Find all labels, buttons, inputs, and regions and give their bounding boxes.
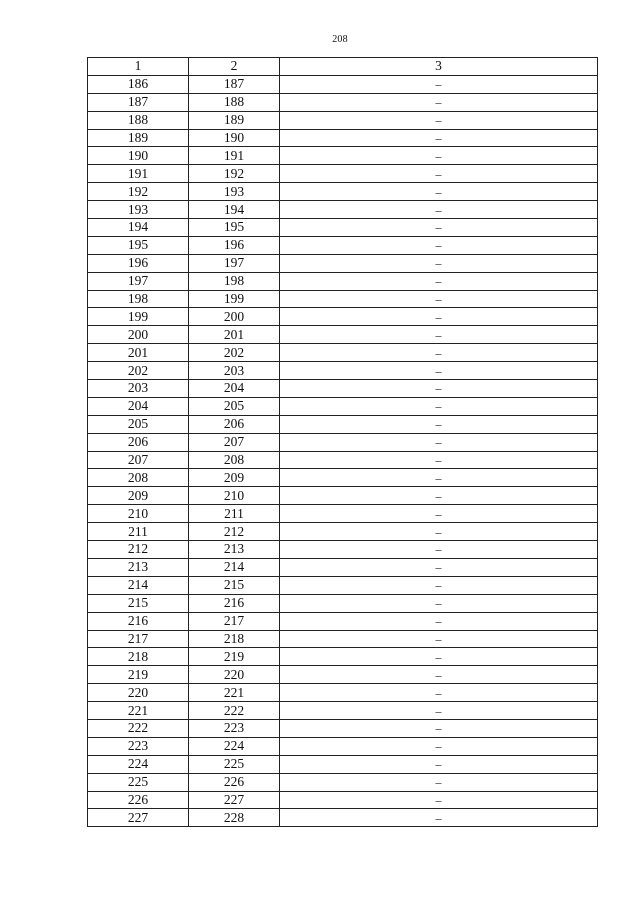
table-cell-col-2: 190 — [189, 129, 280, 147]
table-cell-col-3: – — [280, 272, 598, 290]
table-cell-col-1: 190 — [88, 147, 189, 165]
table-row — [88, 702, 598, 720]
table-row — [88, 648, 598, 666]
table-cell-col-2: 228 — [189, 809, 280, 827]
table-cell-col-1: 188 — [88, 111, 189, 129]
table-cell-col-3: – — [280, 505, 598, 523]
table-cell-col-3: – — [280, 684, 598, 702]
table-cell-col-1: 199 — [88, 308, 189, 326]
table-cell-col-2: 192 — [189, 165, 280, 183]
table-cell-col-2: 199 — [189, 290, 280, 308]
table-cell-col-3: – — [280, 129, 598, 147]
column-header-2: 2 — [189, 58, 280, 76]
table-cell-col-1: 187 — [88, 93, 189, 111]
table-cell-col-3: – — [280, 290, 598, 308]
table-cell-col-3: – — [280, 415, 598, 433]
table-cell-col-1: 189 — [88, 129, 189, 147]
table-cell-col-1: 195 — [88, 236, 189, 254]
table-cell-col-1: 226 — [88, 791, 189, 809]
table-cell-col-2: 212 — [189, 523, 280, 541]
table-cell-col-2: 200 — [189, 308, 280, 326]
column-header-1: 1 — [88, 58, 189, 76]
table-cell-col-3: – — [280, 630, 598, 648]
table-cell-col-3: – — [280, 201, 598, 219]
table-row — [88, 183, 598, 201]
table-row — [88, 201, 598, 219]
table-cell-col-2: 196 — [189, 236, 280, 254]
table-cell-col-2: 219 — [189, 648, 280, 666]
table-row — [88, 308, 598, 326]
table-cell-col-3: – — [280, 773, 598, 791]
table-row — [88, 433, 598, 451]
table-cell-col-3: – — [280, 487, 598, 505]
table-cell-col-3: – — [280, 433, 598, 451]
table-cell-col-2: 217 — [189, 612, 280, 630]
table-cell-col-1: 215 — [88, 594, 189, 612]
table-cell-col-3: – — [280, 719, 598, 737]
table-cell-col-2: 211 — [189, 505, 280, 523]
table-row — [88, 469, 598, 487]
table-cell-col-3: – — [280, 236, 598, 254]
table-cell-col-3: – — [280, 702, 598, 720]
table-cell-col-1: 191 — [88, 165, 189, 183]
table-row — [88, 236, 598, 254]
table-cell-col-1: 223 — [88, 737, 189, 755]
table-cell-col-1: 222 — [88, 719, 189, 737]
table-row — [88, 326, 598, 344]
table-cell-col-3: – — [280, 326, 598, 344]
table-row — [88, 630, 598, 648]
table-row — [88, 362, 598, 380]
table-cell-col-1: 220 — [88, 684, 189, 702]
table-row — [88, 737, 598, 755]
table-cell-col-1: 202 — [88, 362, 189, 380]
table-cell-col-1: 221 — [88, 702, 189, 720]
table-cell-col-2: 214 — [189, 558, 280, 576]
table-row — [88, 719, 598, 737]
table-cell-col-3: – — [280, 809, 598, 827]
table-row — [88, 451, 598, 469]
table-row — [88, 755, 598, 773]
table-cell-col-1: 197 — [88, 272, 189, 290]
table-row — [88, 254, 598, 272]
table-cell-col-1: 225 — [88, 773, 189, 791]
table-row — [88, 773, 598, 791]
table-cell-col-1: 198 — [88, 290, 189, 308]
table-cell-col-1: 210 — [88, 505, 189, 523]
table-cell-col-2: 215 — [189, 576, 280, 594]
table-cell-col-3: – — [280, 666, 598, 684]
table-row — [88, 75, 598, 93]
table-cell-col-3: – — [280, 344, 598, 362]
table-row — [88, 111, 598, 129]
table-cell-col-2: 207 — [189, 433, 280, 451]
table-cell-col-3: – — [280, 594, 598, 612]
table-row — [88, 129, 598, 147]
table-cell-col-1: 203 — [88, 380, 189, 398]
table-row — [88, 147, 598, 165]
table-row — [88, 93, 598, 111]
table-cell-col-2: 195 — [189, 219, 280, 237]
table-row — [88, 791, 598, 809]
table-cell-col-1: 194 — [88, 219, 189, 237]
table-cell-col-1: 205 — [88, 415, 189, 433]
table-cell-col-1: 206 — [88, 433, 189, 451]
table-row — [88, 523, 598, 541]
table-cell-col-2: 194 — [189, 201, 280, 219]
table-cell-col-3: – — [280, 648, 598, 666]
table-cell-col-2: 209 — [189, 469, 280, 487]
table-cell-col-2: 221 — [189, 684, 280, 702]
table-cell-col-1: 196 — [88, 254, 189, 272]
table-cell-col-2: 189 — [189, 111, 280, 129]
table-cell-col-3: – — [280, 397, 598, 415]
table-cell-col-1: 208 — [88, 469, 189, 487]
table-cell-col-1: 224 — [88, 755, 189, 773]
table-cell-col-1: 218 — [88, 648, 189, 666]
table-row — [88, 415, 598, 433]
table-cell-col-1: 219 — [88, 666, 189, 684]
table-row — [88, 594, 598, 612]
table-cell-col-3: – — [280, 541, 598, 559]
table-cell-col-2: 191 — [189, 147, 280, 165]
table-row — [88, 272, 598, 290]
column-header-3: 3 — [280, 58, 598, 76]
table-cell-col-2: 223 — [189, 719, 280, 737]
table-cell-col-3: – — [280, 523, 598, 541]
table-cell-col-2: 193 — [189, 183, 280, 201]
table-cell-col-2: 227 — [189, 791, 280, 809]
table-cell-col-1: 193 — [88, 201, 189, 219]
table-cell-col-2: 202 — [189, 344, 280, 362]
table-row — [88, 809, 598, 827]
table-cell-col-3: – — [280, 254, 598, 272]
table-cell-col-2: 188 — [189, 93, 280, 111]
table-cell-col-2: 205 — [189, 397, 280, 415]
table-cell-col-1: 214 — [88, 576, 189, 594]
table-cell-col-3: – — [280, 183, 598, 201]
table-cell-col-2: 206 — [189, 415, 280, 433]
table-cell-col-1: 209 — [88, 487, 189, 505]
table-row — [88, 397, 598, 415]
table-cell-col-2: 197 — [189, 254, 280, 272]
table-cell-col-3: – — [280, 308, 598, 326]
table-row — [88, 666, 598, 684]
table-row — [88, 505, 598, 523]
table-cell-col-1: 227 — [88, 809, 189, 827]
table-cell-col-1: 216 — [88, 612, 189, 630]
table-cell-col-2: 222 — [189, 702, 280, 720]
table-row — [88, 344, 598, 362]
table-cell-col-3: – — [280, 75, 598, 93]
table-header-row — [88, 58, 598, 76]
table-cell-col-3: – — [280, 93, 598, 111]
table-body — [88, 75, 598, 826]
table-cell-col-2: 210 — [189, 487, 280, 505]
table-cell-col-3: – — [280, 147, 598, 165]
table-cell-col-1: 213 — [88, 558, 189, 576]
table-cell-col-2: 225 — [189, 755, 280, 773]
table-cell-col-1: 200 — [88, 326, 189, 344]
table-row — [88, 487, 598, 505]
table-row — [88, 612, 598, 630]
table-cell-col-3: – — [280, 558, 598, 576]
table-row — [88, 558, 598, 576]
table-cell-col-1: 211 — [88, 523, 189, 541]
table-cell-col-2: 226 — [189, 773, 280, 791]
table-cell-col-3: – — [280, 791, 598, 809]
table-row — [88, 684, 598, 702]
table-cell-col-3: – — [280, 451, 598, 469]
table-cell-col-3: – — [280, 755, 598, 773]
table-row — [88, 165, 598, 183]
table-cell-col-3: – — [280, 576, 598, 594]
table-row — [88, 290, 598, 308]
table-cell-col-3: – — [280, 219, 598, 237]
table-cell-col-3: – — [280, 737, 598, 755]
table-cell-col-2: 220 — [189, 666, 280, 684]
table-cell-col-3: – — [280, 612, 598, 630]
table-cell-col-3: – — [280, 111, 598, 129]
table-cell-col-1: 204 — [88, 397, 189, 415]
table-cell-col-2: 198 — [189, 272, 280, 290]
page-number: 208 — [332, 34, 348, 45]
table-cell-col-1: 212 — [88, 541, 189, 559]
table-row — [88, 576, 598, 594]
table-cell-col-3: – — [280, 380, 598, 398]
table-cell-col-1: 192 — [88, 183, 189, 201]
table-cell-col-2: 203 — [189, 362, 280, 380]
data-table — [87, 57, 598, 827]
table-cell-col-3: – — [280, 469, 598, 487]
table-cell-col-2: 224 — [189, 737, 280, 755]
table-cell-col-3: – — [280, 362, 598, 380]
table-cell-col-2: 218 — [189, 630, 280, 648]
table-cell-col-1: 186 — [88, 75, 189, 93]
table-cell-col-1: 201 — [88, 344, 189, 362]
table-cell-col-2: 187 — [189, 75, 280, 93]
table-cell-col-3: – — [280, 165, 598, 183]
table-cell-col-1: 207 — [88, 451, 189, 469]
table-cell-col-2: 208 — [189, 451, 280, 469]
table-row — [88, 380, 598, 398]
table-cell-col-2: 204 — [189, 380, 280, 398]
table-row — [88, 541, 598, 559]
table-cell-col-2: 216 — [189, 594, 280, 612]
table-cell-col-1: 217 — [88, 630, 189, 648]
table-cell-col-2: 201 — [189, 326, 280, 344]
table-row — [88, 219, 598, 237]
table-cell-col-2: 213 — [189, 541, 280, 559]
